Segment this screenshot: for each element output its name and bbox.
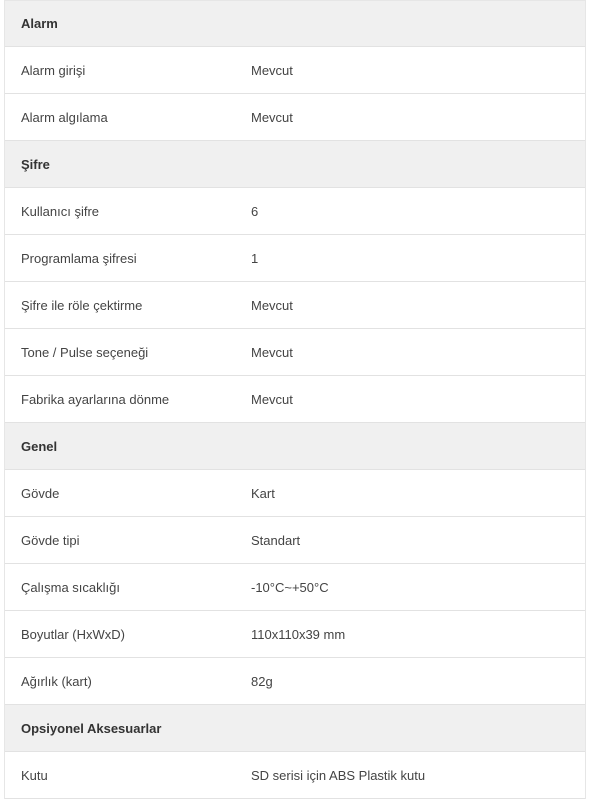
table-row (5, 94, 585, 141)
table-row (5, 376, 585, 423)
spec-value: Standart (251, 532, 301, 548)
spec-table (4, 0, 586, 799)
section-header-alarm (5, 0, 585, 47)
spec-label: Kutu (21, 767, 48, 783)
section-title: Opsiyonel Aksesuarlar (21, 720, 162, 736)
table-row (5, 611, 585, 658)
spec-value: Mevcut (251, 62, 293, 78)
table-row (5, 329, 585, 376)
spec-label: Gövde tipi (21, 532, 80, 548)
spec-value: Kart (251, 485, 275, 501)
spec-value: Mevcut (251, 109, 293, 125)
spec-value: Mevcut (251, 344, 293, 360)
spec-label: Tone / Pulse seçeneği (21, 344, 149, 360)
spec-value: 1 (251, 250, 259, 266)
spec-label: Kullanıcı şifre (21, 203, 100, 219)
spec-value: -10°C~+50°C (251, 579, 329, 595)
spec-label: Çalışma sıcaklığı (21, 579, 120, 595)
table-row (5, 752, 585, 799)
section-title: Genel (21, 438, 58, 454)
table-row (5, 235, 585, 282)
spec-value: 110x110x39 mm (251, 626, 346, 642)
section-header-opsiyonel-aksesuarlar (5, 705, 585, 752)
spec-value: Mevcut (251, 391, 293, 407)
spec-value: Mevcut (251, 297, 293, 313)
spec-label: Fabrika ayarlarına dönme (21, 391, 170, 407)
spec-label: Alarm algılama (21, 109, 108, 125)
spec-value: 82g (251, 673, 273, 689)
spec-label: Ağırlık (kart) (21, 673, 92, 689)
table-row (5, 282, 585, 329)
section-header-sifre (5, 141, 585, 188)
table-row (5, 658, 585, 705)
spec-label: Alarm girişi (21, 62, 86, 78)
table-row (5, 47, 585, 94)
spec-label: Şifre ile röle çektirme (21, 297, 143, 313)
section-title: Şifre (21, 156, 50, 172)
table-row (5, 188, 585, 235)
section-header-genel (5, 423, 585, 470)
spec-label: Boyutlar (HxWxD) (21, 626, 126, 642)
spec-value: 6 (251, 203, 259, 219)
spec-label: Programlama şifresi (21, 250, 137, 266)
table-row (5, 517, 585, 564)
section-title: Alarm (21, 16, 58, 31)
spec-label: Gövde (21, 485, 60, 501)
table-row (5, 564, 585, 611)
spec-value: SD serisi için ABS Plastik kutu (251, 767, 426, 783)
table-row (5, 470, 585, 517)
